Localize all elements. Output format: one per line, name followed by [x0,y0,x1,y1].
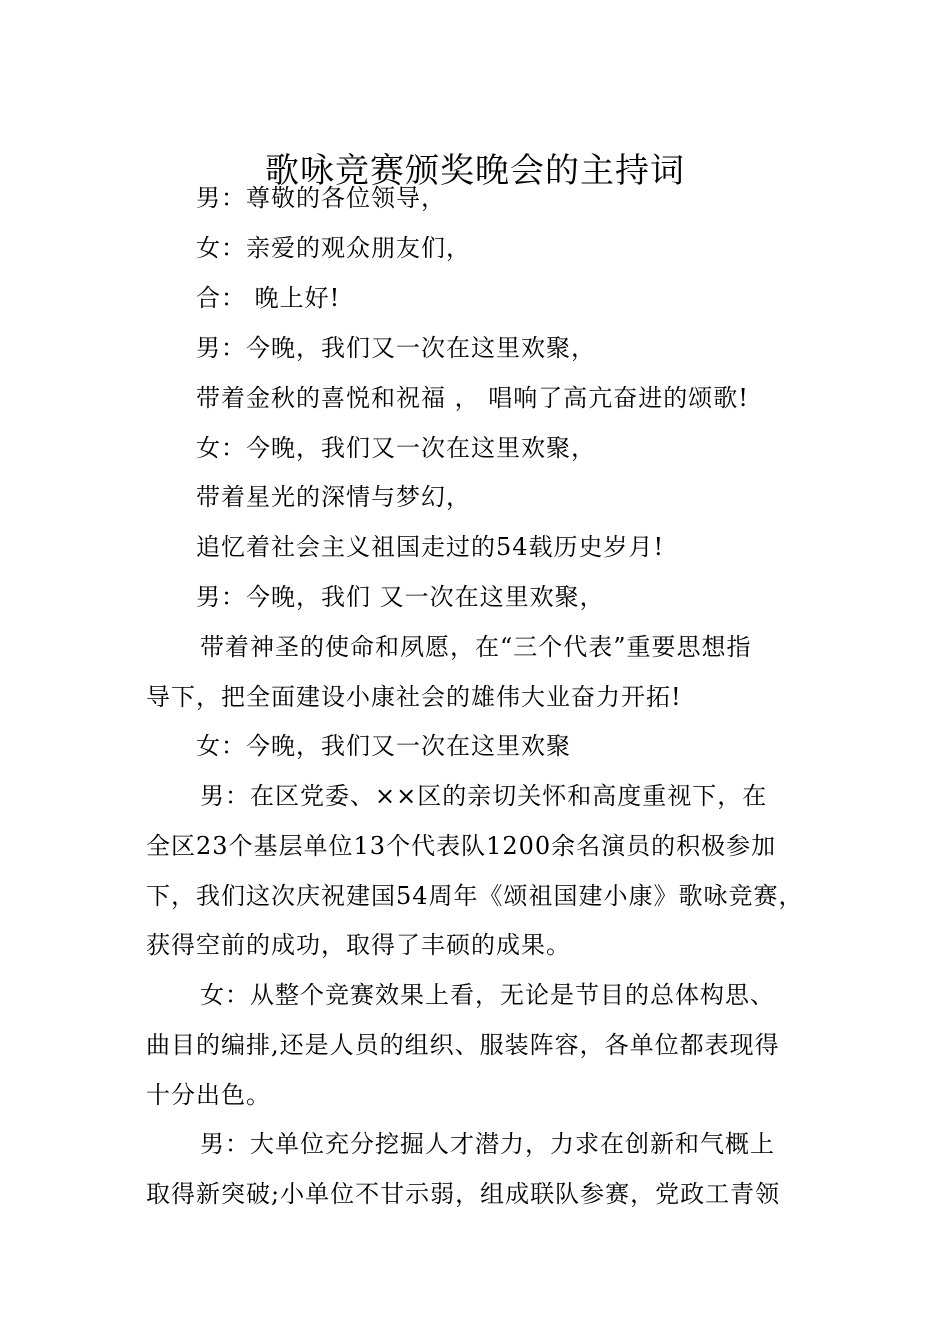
text-line: 全区23个基层单位13个代表队1200余名演员的积极参加 [146,832,777,860]
text-line: 导下，把全面建设小康社会的雄伟大业奋力开拓! [146,683,682,711]
text-line: 合： 晚上好! [196,284,341,312]
text-line: 追忆着社会主义祖国走过的54载历史岁月! [196,533,665,561]
text-line: 女：今晚，我们又一次在这里欢聚， [196,434,596,462]
text-line: 曲目的编排,还是人员的组织、服装阵容，各单位都表现得 [146,1031,780,1059]
text-line: 十分出色。 [146,1081,271,1109]
text-line: 男：尊敬的各位领导， [196,184,446,212]
text-line: 女：从整个竞赛效果上看，无论是节目的总体构思、 [200,981,775,1009]
document-title: 歌咏竞赛颁奖晚会的主持词 [265,150,685,191]
text-line: 获得空前的成功，取得了丰硕的成果。 [146,931,571,959]
text-line: 下，我们这次庆祝建国54周年《颂祖国建小康》歌咏竞赛， [146,882,804,910]
text-line: 女：今晚，我们又一次在这里欢聚 [196,732,571,760]
text-line: 女：亲爱的观众朋友们， [196,234,471,262]
text-line: 带着金秋的喜悦和祝福 ， 唱响了高亢奋进的颂歌! [196,384,749,412]
text-line: 取得新突破;小单位不甘示弱，组成联队参赛，党政工青领 [146,1180,781,1208]
text-line: 男：在区党委、××区的亲切关怀和高度重视下，在 [200,782,768,810]
text-line: 带着星光的深情与梦幻， [196,483,471,511]
text-line: 男：今晚，我们 又一次在这里欢聚， [196,583,605,611]
text-line: 带着神圣的使命和夙愿，在“三个代表”重要思想指 [200,633,752,661]
text-line: 男：大单位充分挖掘人才潜力，力求在创新和气概上 [200,1130,775,1158]
text-line: 男：今晚，我们又一次在这里欢聚， [196,334,596,362]
